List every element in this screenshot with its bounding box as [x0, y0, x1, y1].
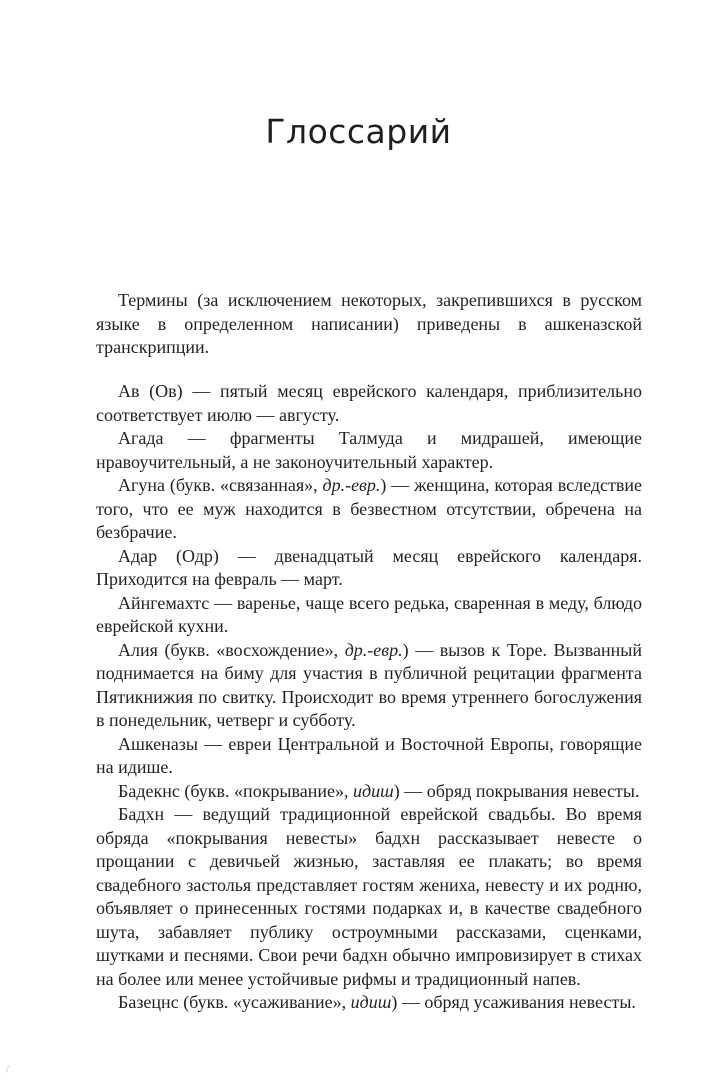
glossary-entry	[96, 380, 642, 427]
entry-note-close: )	[402, 639, 409, 660]
glossary-entry	[96, 545, 642, 592]
entry-term: Ашкеназы	[118, 733, 198, 754]
intro-block	[96, 289, 642, 360]
entry-term: Алия	[118, 639, 158, 660]
entry-language: идиш	[350, 992, 392, 1012]
entry-definition: — обряд покрывания невесты.	[399, 780, 640, 801]
entry-term: Бадекнс	[118, 780, 180, 801]
entry-term: Айнгемахтс	[118, 592, 210, 613]
glossary-entry	[96, 427, 642, 474]
entry-definition: — варенье, чаще всего редька, сваренная в меду, блюдо еврейской кухни.	[96, 592, 642, 636]
entry-note: (букв. «покрывание»,	[179, 780, 354, 801]
entry-language: идиш	[353, 780, 394, 801]
entry-note-close: )	[391, 992, 398, 1012]
entry-definition: — вызов к Торе. Вызванный поднимается на биму для участия в публичной рецитации фрагмента Пятикнижия по свитку. Происходит во время утреннего богослужения в понедельник, четверг и субботу.	[96, 639, 642, 730]
glossary-entries	[96, 380, 642, 1015]
entry-definition: — фрагменты Талмуда и мидрашей, имеющие нравоучительный, а не законоучительный характер.	[96, 428, 642, 472]
entry-note-close: )	[393, 780, 400, 801]
entry-note-close: )	[380, 475, 387, 495]
entry-language: др.-евр.	[322, 475, 381, 495]
glossary-entry	[96, 733, 642, 780]
entry-definition: — женщина, которая вследствие того, что ее муж находится в безвестном отсутствии, обречена на безбрачие.	[96, 475, 642, 542]
entry-note: (букв. «связанная»,	[165, 475, 323, 495]
entry-definition: — евреи Центральной и Восточной Европы, говорящие на идише.	[96, 733, 642, 777]
entry-term: Агада	[118, 428, 164, 448]
entry-language: др.-евр.	[344, 639, 403, 660]
entry-term: Адар (Одр)	[118, 545, 219, 566]
entry-note: (букв. «восхождение»,	[157, 639, 345, 660]
glossary-entry	[96, 639, 642, 733]
entry-term: Ав (Ов)	[118, 381, 183, 401]
entry-definition: — обряд усаживания невесты.	[397, 992, 636, 1012]
glossary-entry	[96, 991, 642, 1015]
entry-definition: — пятый месяц еврейского календаря, приблизительно соответствует июлю — августу.	[96, 381, 643, 425]
entry-definition: — ведущий традиционной еврейской свадьбы. Во время обряда «покрывания невесты» бадхн рассказывает невесте о прощании с девичьей жизнью, заставляя ее плакать; во время свадебного застолья представляет гостям жениха, невесту и их родню, объявляет о принесенных гостями подарках и, в качестве свадебного шута, забавляет публику остроумными рассказами, сценками, шутками и песнями. Свои речи бадхн обычно импровизирует в стихах на более или менее устойчивые рифмы и традиционный напев.	[96, 804, 642, 989]
glossary-entry	[96, 592, 642, 639]
entry-term: Базецнс	[118, 992, 179, 1012]
entry-term: Агуна	[118, 475, 166, 495]
glossary-entry	[96, 803, 642, 991]
entry-note: (букв. «усаживание»,	[178, 992, 351, 1012]
glossary-entry	[96, 780, 642, 804]
entry-definition: — двенадцатый месяц еврейского календаря. Приходится на февраль — март.	[96, 545, 642, 589]
page-title: Глоссарий	[265, 112, 452, 151]
entry-term: Бадхн	[118, 804, 165, 824]
intro-paragraph: Термины (за исключением некоторых, закрепившихся в русском языке в определенном написании) приведены в ашкеназской транскрипции.	[96, 290, 642, 357]
glossary-entry	[96, 474, 642, 545]
scan-corner-mark: /	[6, 1065, 10, 1075]
